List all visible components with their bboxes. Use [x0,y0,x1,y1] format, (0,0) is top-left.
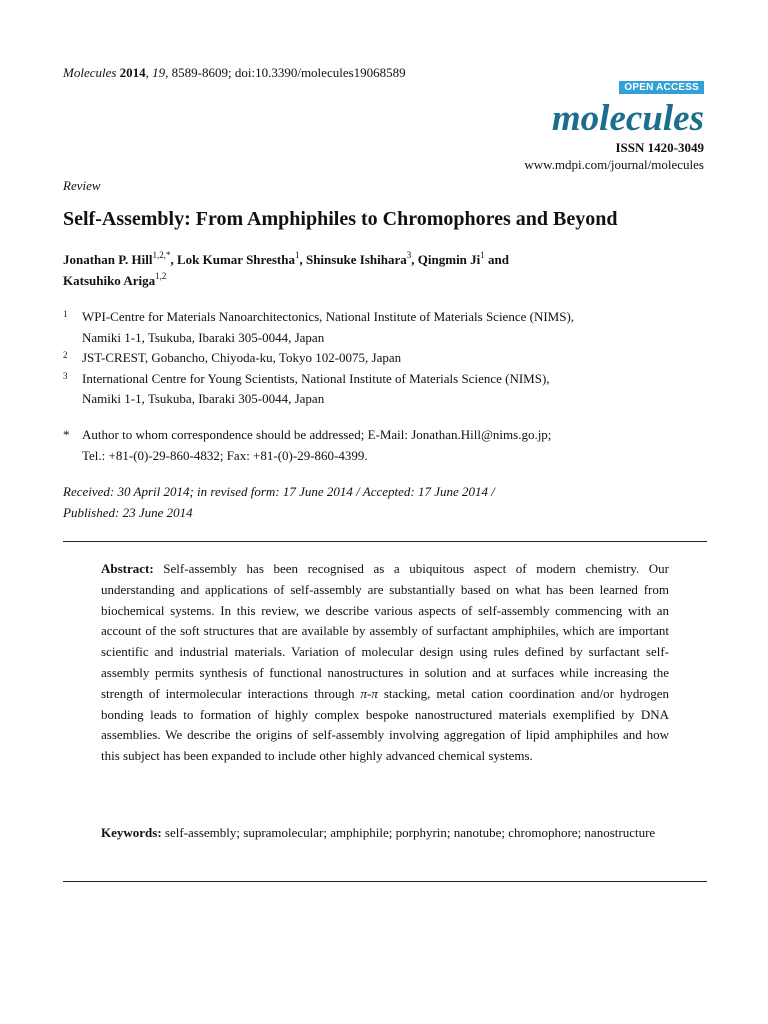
author-separator: , [170,252,177,267]
open-access-badge: OPEN ACCESS [619,81,704,94]
author-name: Qingmin Ji [417,252,481,267]
correspondence-line: Tel.: +81-(0)-29-860-4832; Fax: +81-(0)-29-860-4399. [82,447,368,463]
affiliation-item [63,348,708,369]
publication-dates [63,481,708,523]
author-affiliation-mark: 1 [294,250,300,260]
abstract-text: Self-assembly has been recognised as a ubiquitous aspect of modern chemistry. Our understanding and applications of self-assembly are substantially based on what has been learned from biochemical systems. In this review, we describe various aspects of self-assembly commencing with an account of the soft structures that are available by assembly of surfactant amphiphiles, which are important scientific and industrial materials. Variation of molecular design using rules defined by surfactant self-assembly permits synthesis of functional nanostructures in solution and at surfaces while increasing the strength of intermolecular interactions through [101,561,669,701]
citation-pages-doi: , 8589-8609; doi:10.3390/molecules19068589 [165,65,406,80]
journal-logo: molecules [551,98,704,139]
correspondence-row [63,425,708,466]
journal-url[interactable]: www.mdpi.com/journal/molecules [524,157,704,172]
affiliation-list [63,307,708,410]
correspondence-note [63,425,708,466]
affiliation-line: Namiki 1-1, Tsukuba, Ibaraki 305-0044, Japan [82,391,325,406]
dates-line: Published: 23 June 2014 [63,505,193,520]
divider-bottom [63,881,707,882]
abstract-text-end: stacking, metal cation coordination and/or hydrogen bonding leads to formation of highly complex bespoke nanostructured materials exemplified by DNA assemblies. We describe the origins of self-assembly involving aggregation of lipid amphiphiles and how this subject has been expanded to include other highly advanced chemical systems. [101,685,669,764]
affiliation-line: JST-CREST, Gobancho, Chiyoda-ku, Tokyo 102-0075, Japan [82,350,402,365]
author-name: Shinsuke Ishihara [305,252,407,267]
divider-top [63,541,707,542]
citation-volume: 19 [152,65,166,80]
author-separator: and [484,252,509,267]
author-separator: , [411,252,418,267]
author-separator: , [299,252,306,267]
article-type: Review [63,178,101,193]
author-list [63,249,708,291]
affiliation-number: 3 [63,370,68,381]
affiliation-line: WPI-Centre for Materials Nanoarchitectonics, National Institute of Materials Science (NIMS), [82,309,575,324]
affiliation-line: Namiki 1-1, Tsukuba, Ibaraki 305-0044, Japan [82,329,325,345]
keywords-text: self-assembly; supramolecular; amphiphile; porphyrin; nanotube; chromophore; nanostructure [161,825,656,840]
keywords-label: Keywords: [101,825,162,840]
author-affiliation-mark: 3 [406,250,412,260]
citation-journal: Molecules [63,65,117,80]
abstract-pi-term: π-π [360,685,378,701]
author-name: Lok Kumar Shrestha [176,252,295,267]
citation-line: Molecules 2014, 19, 8589-8609; doi:10.3390/molecules19068589 [63,65,406,80]
correspondence-line: Author to whom correspondence should be addressed; E-Mail: Jonathan.Hill@nims.go.jp; [82,427,552,442]
author-affiliation-mark: 1,2 [155,271,167,281]
author-name: Katsuhiko Ariga [63,273,156,288]
author-affiliation-mark: 1,2,* [152,250,171,260]
dates-line: Received: 30 April 2014; in revised form: 17 June 2014 / Accepted: 17 June 2014 / [63,484,495,499]
author-name: Jonathan P. Hill [63,252,153,267]
abstract-label: Abstract: [101,561,154,576]
affiliation-number: 1 [63,309,68,319]
paper-title: Self-Assembly: From Amphiphiles to Chromophores and Beyond [63,208,618,230]
author-affiliation-mark: 1 [480,250,485,260]
issn: ISSN 1420-3049 [615,140,704,155]
affiliation-number: 2 [63,350,68,360]
affiliation-item [63,307,708,348]
citation-year: 2014 [119,65,146,80]
affiliation-line: International Centre for Young Scientists, National Institute of Materials Science (NIMS), [82,370,550,386]
keywords [101,823,669,844]
correspondence-star: * [63,427,70,442]
affiliation-item [63,369,708,410]
abstract [101,559,669,767]
